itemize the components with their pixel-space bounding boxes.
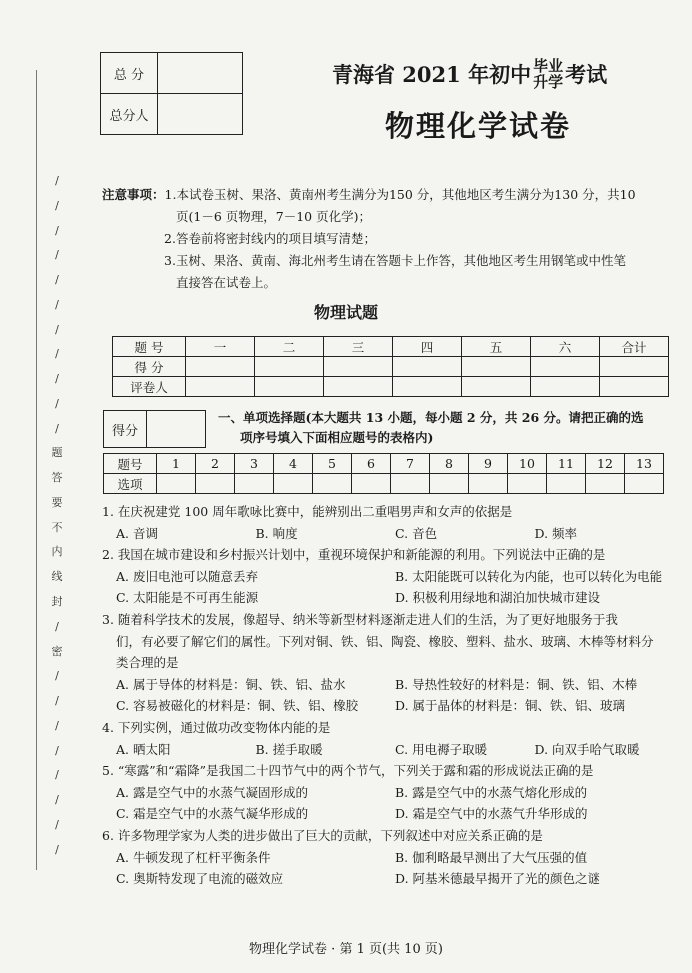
option-b: B. 露是空气中的水蒸气熔化形成的: [395, 784, 588, 800]
binding-glyph: /: [55, 198, 59, 212]
question-3: [102, 609, 674, 717]
answer-table-number: 4: [274, 454, 313, 474]
part1-score-cell: [147, 411, 206, 448]
binding-glyph: /: [55, 297, 59, 311]
question-list: [102, 501, 674, 890]
score-table-header: 五: [462, 337, 531, 357]
page-footer: 物理化学试卷 · 第 1 页(共 10 页): [249, 942, 443, 957]
answer-table-number: 3: [235, 454, 274, 474]
binding-glyph: /: [55, 322, 59, 336]
question-2: [102, 544, 674, 609]
option-b: B. 搓手取暖: [255, 741, 323, 757]
total-score-cell: [158, 53, 243, 94]
answer-table-number: 2: [196, 454, 235, 474]
notice-num: 1.: [164, 187, 177, 202]
score-table-header: 四: [393, 337, 462, 357]
binding-glyph: /: [55, 694, 59, 708]
answer-table-number: 12: [586, 454, 625, 474]
answer-table-number: 11: [547, 454, 586, 474]
answer-cell[interactable]: [196, 474, 235, 494]
binding-glyph: /: [55, 174, 59, 187]
notice-section: [102, 184, 672, 294]
answer-table-number: 9: [469, 454, 508, 474]
binding-glyph: 密: [51, 644, 63, 658]
binding-glyph: /: [55, 347, 59, 361]
exam-title-stacked: [533, 58, 563, 90]
option-c: C. 容易被磁化的材料是：铜、铁、铝、橡胶: [116, 698, 359, 714]
binding-glyph: /: [55, 421, 59, 435]
question-6: [102, 825, 674, 890]
notice-item: 页(1－6 页物理，7－10 页化学)；: [176, 209, 371, 224]
question-stem: 1. 在庆祝建党 100 周年歌咏比赛中，能辨别出二重唱男声和女声的依据是: [102, 504, 513, 519]
answer-table-number: 1: [157, 454, 196, 474]
notice-item: 答卷前将密封线内的项目填写清楚；: [175, 231, 376, 246]
binding-glyph: 线: [51, 570, 63, 584]
option-d: D. 积极利用绿地和湖泊加快城市建设: [395, 590, 601, 606]
notice-item: 玉树、果洛、黄南、海北州考生请在答题卡上作答，其他地区考生用钢笔或中性笔: [175, 253, 626, 268]
binding-glyph: 题: [51, 446, 63, 460]
total-scorer-cell: [158, 94, 243, 135]
part1-heading: [218, 408, 670, 448]
option-b: B. 伽利略最早测出了大气压强的值: [395, 849, 588, 865]
binding-glyph: /: [55, 248, 59, 262]
exam-title: [332, 58, 607, 90]
notice-item: 本试卷玉树、果洛、黄南州考生满分为150 分，其他地区考生满分为130 分，共10: [176, 187, 636, 202]
question-stem: 2. 我国在城市建设和乡村振兴计划中，重视环境保护和新能源的利用。下列说法中正确的是: [102, 547, 606, 563]
binding-glyph: /: [55, 669, 59, 683]
exam-title-bottom: 升学: [533, 73, 564, 91]
answer-cell[interactable]: [391, 474, 430, 494]
question-stem: 5. “寒露”和“霜降”是我国二十四节气中的两个节气，下列关于露和霜的形成说法正确的是: [102, 763, 594, 779]
binding-glyph: 答: [51, 471, 63, 485]
answer-table-row-label: 选项: [104, 474, 157, 494]
binding-glyph: /: [55, 842, 59, 856]
answer-table-number: 6: [352, 454, 391, 474]
binding-margin-text: [48, 175, 66, 855]
total-score-label: 总 分: [101, 53, 158, 94]
option-d: D. 向双手哈气取暖: [534, 741, 640, 757]
option-c: C. 音色: [395, 525, 438, 541]
answer-table-number: 13: [625, 454, 664, 474]
binding-glyph: /: [55, 817, 59, 831]
question-stem: 4. 下列实例，通过做功改变物体内能的是: [102, 719, 331, 735]
option-d: D. 阿基米德最早揭开了光的颜色之谜: [395, 871, 601, 887]
part1-score-box: [103, 410, 206, 448]
binding-glyph: 要: [51, 495, 63, 509]
question-stem: 3. 随着科学技术的发展，像超导、纳米等新型材料逐渐走进人们的生活，为了更好地服务于我: [102, 611, 618, 627]
binding-glyph: /: [55, 273, 59, 287]
total-score-box: [100, 52, 243, 135]
question-stem-cont: 类合理的是: [116, 655, 179, 671]
option-c: C. 太阳能是不可再生能源: [116, 590, 259, 606]
notice-num: 2.: [164, 231, 176, 246]
binding-glyph: 内: [51, 545, 63, 559]
score-table-row-label: 评卷人: [113, 377, 186, 397]
binding-glyph: /: [55, 223, 59, 237]
notice-item: 直接答在试卷上。: [176, 275, 277, 290]
physics-section-title: 物理试题: [313, 303, 378, 322]
answer-cell[interactable]: [430, 474, 469, 494]
option-a: A. 音调: [116, 525, 158, 541]
answer-table-number: 5: [313, 454, 352, 474]
score-table-header: 一: [186, 337, 255, 357]
option-b: B. 响度: [255, 525, 298, 541]
score-table-row-label: 得 分: [113, 357, 186, 377]
part1-score-label: 得分: [104, 411, 147, 448]
part1-heading-line1: 一、单项选择题(本大题共 13 小题，每小题 2 分，共 26 分。请把正确的选: [218, 410, 644, 425]
option-d: D. 频率: [534, 525, 578, 541]
answer-cell[interactable]: [274, 474, 313, 494]
option-b: B. 太阳能既可以转化为内能，也可以转化为电能: [395, 568, 663, 584]
answer-table-number: 7: [391, 454, 430, 474]
binding-glyph: 不: [51, 520, 63, 534]
answer-cell[interactable]: [157, 474, 196, 494]
option-d: D. 霜是空气中的水蒸气升华形成的: [395, 806, 588, 822]
option-b: B. 导热性较好的材料是：铜、铁、铝、木棒: [395, 676, 638, 692]
binding-line: [36, 70, 37, 870]
option-d: D. 属于晶体的材料是：铜、铁、铝、玻璃: [395, 698, 626, 714]
answer-cell[interactable]: [508, 474, 547, 494]
answer-cell[interactable]: [352, 474, 391, 494]
exam-subtitle: 物理化学试卷: [385, 109, 572, 143]
score-table-header: 六: [531, 337, 600, 357]
binding-glyph: /: [55, 768, 59, 782]
question-stem: 6. 许多物理学家为人类的进步做出了巨大的贡献，下列叙述中对应关系正确的是: [102, 827, 543, 843]
option-a: A. 牛顿发现了杠杆平衡条件: [116, 849, 271, 865]
option-a: A. 属于导体的材料是：铜、铁、铝、盐水: [116, 676, 346, 692]
binding-glyph: /: [55, 396, 59, 410]
answer-table: [103, 453, 664, 494]
notice-num: 3.: [164, 253, 176, 268]
exam-title-prefix: 青海省 2021 年初中: [332, 62, 532, 87]
binding-glyph: /: [55, 718, 59, 732]
question-5: [102, 760, 674, 825]
question-1: [102, 501, 674, 544]
option-a: A. 废旧电池可以随意丢弃: [116, 568, 258, 584]
binding-glyph: /: [55, 372, 59, 386]
exam-title-suffix: 考试: [565, 62, 608, 87]
answer-table-number: 8: [430, 454, 469, 474]
question-4: [102, 717, 674, 760]
answer-cell[interactable]: [547, 474, 586, 494]
exam-title-top: 毕业: [533, 57, 564, 75]
notice-lead: 注意事项：: [102, 187, 165, 202]
score-table: [112, 336, 669, 397]
binding-glyph: /: [55, 793, 59, 807]
question-stem-cont: 们，有必要了解它们的属性。下列对铜、铁、铝、陶瓷、橡胶、塑料、盐水、玻璃、木棒等材料分: [116, 633, 654, 649]
score-table-header: 三: [324, 337, 393, 357]
binding-glyph: 封: [51, 595, 63, 609]
total-scorer-label: 总分人: [101, 94, 158, 135]
option-c: C. 霜是空气中的水蒸气凝华形成的: [116, 806, 309, 822]
option-c: C. 用电褥子取暖: [395, 741, 488, 757]
answer-table-number: 10: [508, 454, 547, 474]
part1-heading-line2: 项序号填入下面相应题号的表格内): [240, 430, 434, 445]
answer-table-row-label: 题号: [104, 454, 157, 474]
answer-cell[interactable]: [469, 474, 508, 494]
option-c: C. 奥斯特发现了电流的磁效应: [116, 871, 284, 887]
answer-cell[interactable]: [313, 474, 352, 494]
score-table-header: 二: [255, 337, 324, 357]
option-a: A. 晒太阳: [116, 741, 171, 757]
score-table-header: 合计: [600, 337, 669, 357]
answer-cell[interactable]: [625, 474, 664, 494]
answer-cell[interactable]: [235, 474, 274, 494]
answer-cell[interactable]: [586, 474, 625, 494]
binding-glyph: /: [55, 619, 59, 633]
score-table-header: 题 号: [113, 337, 186, 357]
option-a: A. 露是空气中的水蒸气凝固形成的: [116, 784, 308, 800]
binding-glyph: /: [55, 743, 59, 757]
